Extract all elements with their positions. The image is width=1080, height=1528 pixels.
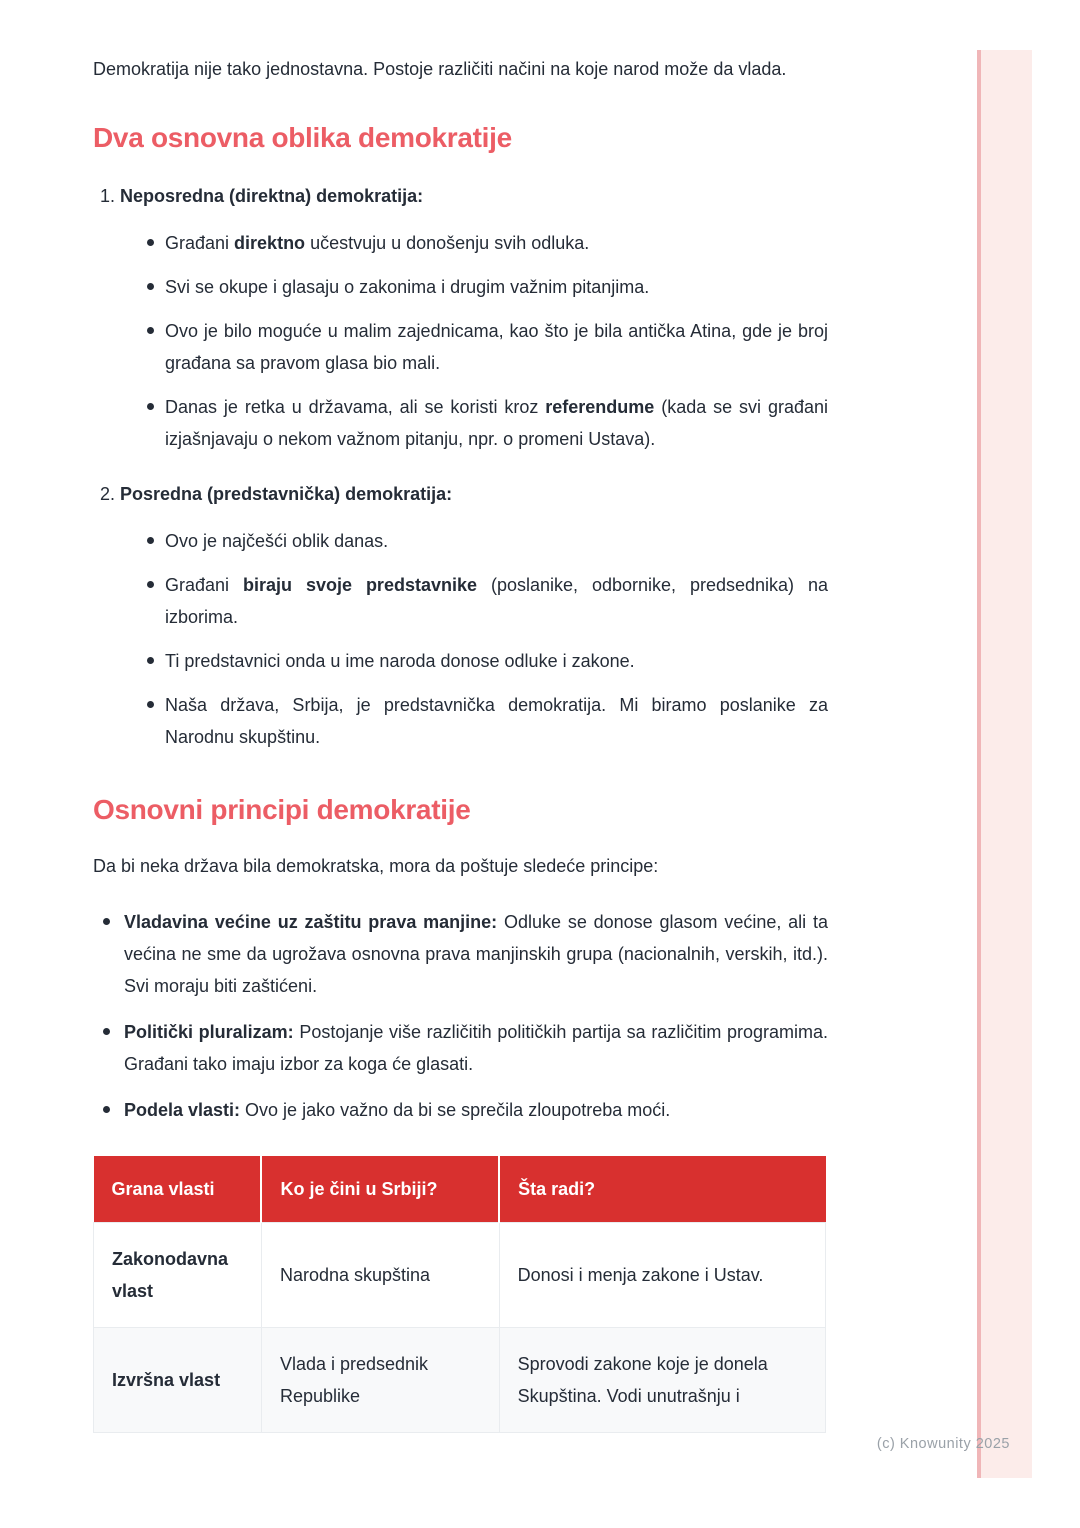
bullet-item: Građani biraju svoje predstavnike (poslanike, odbornike, predsednika) na izborima. bbox=[147, 569, 828, 633]
government-branches-table bbox=[93, 1156, 826, 1433]
table-header-who: Ko je čini u Srbiji? bbox=[261, 1156, 499, 1223]
bullet-item: Vladavina većine uz zaštitu prava manjine: Odluke se donose glasom većine, ali ta većina ne sme da ugrožava osnovna prava manjinskih grupa (nacionalnih, verskih, itd.). Svi moraju biti zaštićeni. bbox=[103, 906, 828, 1002]
bullet-item: Svi se okupe i glasaju o zakonima i drugim važnim pitanjima. bbox=[147, 271, 828, 303]
bullet-item: Građani direktno učestvuju u donošenju svih odluka. bbox=[147, 227, 828, 259]
table-row bbox=[94, 1223, 826, 1328]
list-item-representative-democracy bbox=[93, 479, 828, 753]
bullet-item: Ovo je bilo moguće u malim zajednicama, kao što je bila antička Atina, gde je broj građana sa pravom glasa bio mali. bbox=[147, 315, 828, 379]
cell-branch: Zakonodavna vlast bbox=[94, 1223, 262, 1328]
forms-numbered-list bbox=[93, 181, 828, 753]
cell-who: Narodna skupština bbox=[261, 1223, 499, 1328]
principles-bullet-list bbox=[103, 906, 828, 1126]
page-accent-bar bbox=[977, 50, 1032, 1478]
list-number: 2. bbox=[100, 484, 116, 504]
table-header-row bbox=[94, 1156, 826, 1223]
bullet-item: Naša država, Srbija, je predstavnička demokratija. Mi biramo poslanike za Narodnu skupštinu. bbox=[147, 689, 828, 753]
list-number: 1. bbox=[100, 186, 116, 206]
cell-what: Donosi i menja zakone i Ustav. bbox=[499, 1223, 825, 1328]
section-title-forms: Dva osnovna oblika demokratije bbox=[93, 122, 512, 153]
cell-what: Sprovodi zakone koje je donela Skupština. Vodi unutrašnju i bbox=[499, 1328, 825, 1433]
table-row bbox=[94, 1328, 826, 1433]
cell-who: Vlada i predsednik Republike bbox=[261, 1328, 499, 1433]
sub-bullet-list bbox=[147, 525, 828, 753]
list-item-heading bbox=[100, 479, 828, 509]
bullet-item: Ovo je najčešći oblik danas. bbox=[147, 525, 828, 557]
table-header-what: Šta radi? bbox=[499, 1156, 825, 1223]
principles-lead-paragraph: Da bi neka država bila demokratska, mora da poštuje sledeće principe: bbox=[93, 856, 659, 876]
copyright-watermark: (c) Knowunity 2025 bbox=[876, 1436, 1010, 1452]
sub-bullet-list bbox=[147, 227, 828, 455]
bullet-item: Danas je retka u državama, ali se koristi kroz referendume (kada se svi građani izjašnjavaju o nekom važnom pitanju, npr. o promeni Ustava). bbox=[147, 391, 828, 455]
table-header-branch: Grana vlasti bbox=[94, 1156, 262, 1223]
cell-branch: Izvršna vlast bbox=[94, 1328, 262, 1433]
list-item-title: Posredna (predstavnička) demokratija: bbox=[120, 484, 453, 504]
list-item-direct-democracy bbox=[93, 181, 828, 455]
bullet-item: Podela vlasti: Ovo je jako važno da bi se sprečila zloupotreba moći. bbox=[103, 1094, 828, 1126]
list-item-heading bbox=[100, 181, 828, 211]
section-title-principles: Osnovni principi demokratije bbox=[93, 794, 471, 825]
document-content bbox=[93, 0, 828, 1433]
intro-paragraph: Demokratija nije tako jednostavna. Postoje različiti načini na koje narod može da vlada. bbox=[93, 59, 787, 79]
bullet-item: Ti predstavnici onda u ime naroda donose odluke i zakone. bbox=[147, 645, 828, 677]
list-item-title: Neposredna (direktna) demokratija: bbox=[120, 186, 424, 206]
bullet-item: Politički pluralizam: Postojanje više različitih političkih partija sa različitim programima. Građani tako imaju izbor za koga će glasati. bbox=[103, 1016, 828, 1080]
